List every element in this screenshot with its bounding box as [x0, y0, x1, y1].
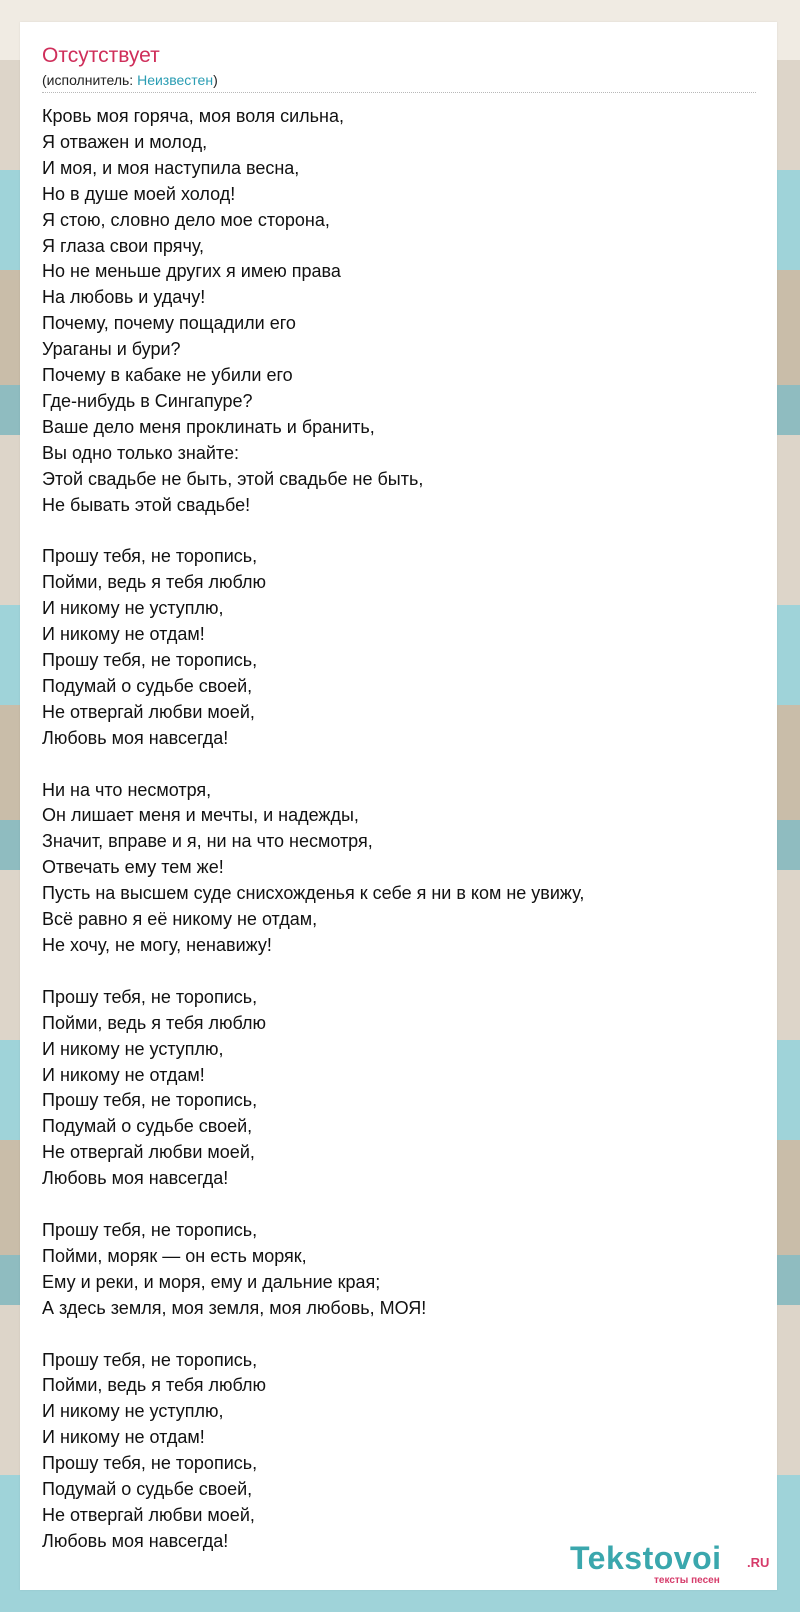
- title-divider: [42, 92, 756, 93]
- logo-domain: .RU: [747, 1555, 770, 1570]
- artist-link[interactable]: Неизвестен: [137, 72, 214, 88]
- lyrics-card: [20, 22, 777, 1590]
- song-title: Отсутствует: [42, 44, 160, 67]
- lyrics-text: Кровь моя горяча, моя воля сильна, Я отважен и молод, И моя, и моя наступила весна, Но в душе моей холод! Я стою, словно дело мое сторона, Я глаза свои прячу, Но не меньше других я имею права На любовь и удачу! Почему, почему пощадили его Ураганы и бури? Почему в кабаке не убили его Где-нибудь в Сингапуре? Ваше дело меня проклинать и бранить, Вы одно только знайте: Этой свадьбе не быть, этой свадьбе не быть, Не бывать этой свадьбе! Прошу тебя, не торопись, Пойми, ведь я тебя люблю И никому не уступлю, И никому не отдам! Прошу тебя, не торопись, Подумай о судьбе своей, Не отвергай любви моей, Любовь моя навсегда! Ни на что несмотря, Он лишает меня и мечты, и надежды, Значит, вправе и я, ни на что несмотря, Отвечать ему тем же! Пусть на высшем суде снисхожденья к себе я ни в ком не увижу, Всё равно я её никому не отдам, Не хочу, не могу, ненавижу! Прошу тебя, не торопись, Пойми, ведь я тебя люблю И никому не уступлю, И никому не отдам! Прошу тебя, не торопись, Подумай о судьбе своей, Не отвергай любви моей, Любовь моя навсегда! Прошу тебя, не торопись, Пойми, моряк — он есть моряк, Ему и реки, и моря, ему и дальние края; А здесь земля, моя земля, моя любовь, МОЯ! Прошу тебя, не торопись, Пойми, ведь я тебя люблю И никому не уступлю, И никому не отдам! Прошу тебя, не торопись, Подумай о судьбе своей, Не отвергай любви моей, Любовь моя навсегда!: [42, 106, 585, 1551]
- logo-wordmark: Tekstovoi: [570, 1540, 722, 1576]
- logo-subtitle: тексты песен: [654, 1575, 720, 1586]
- artist-suffix: ): [213, 72, 218, 88]
- site-logo[interactable]: [570, 1540, 770, 1588]
- artist-prefix: (исполнитель:: [42, 72, 138, 88]
- artist-line: [42, 72, 218, 88]
